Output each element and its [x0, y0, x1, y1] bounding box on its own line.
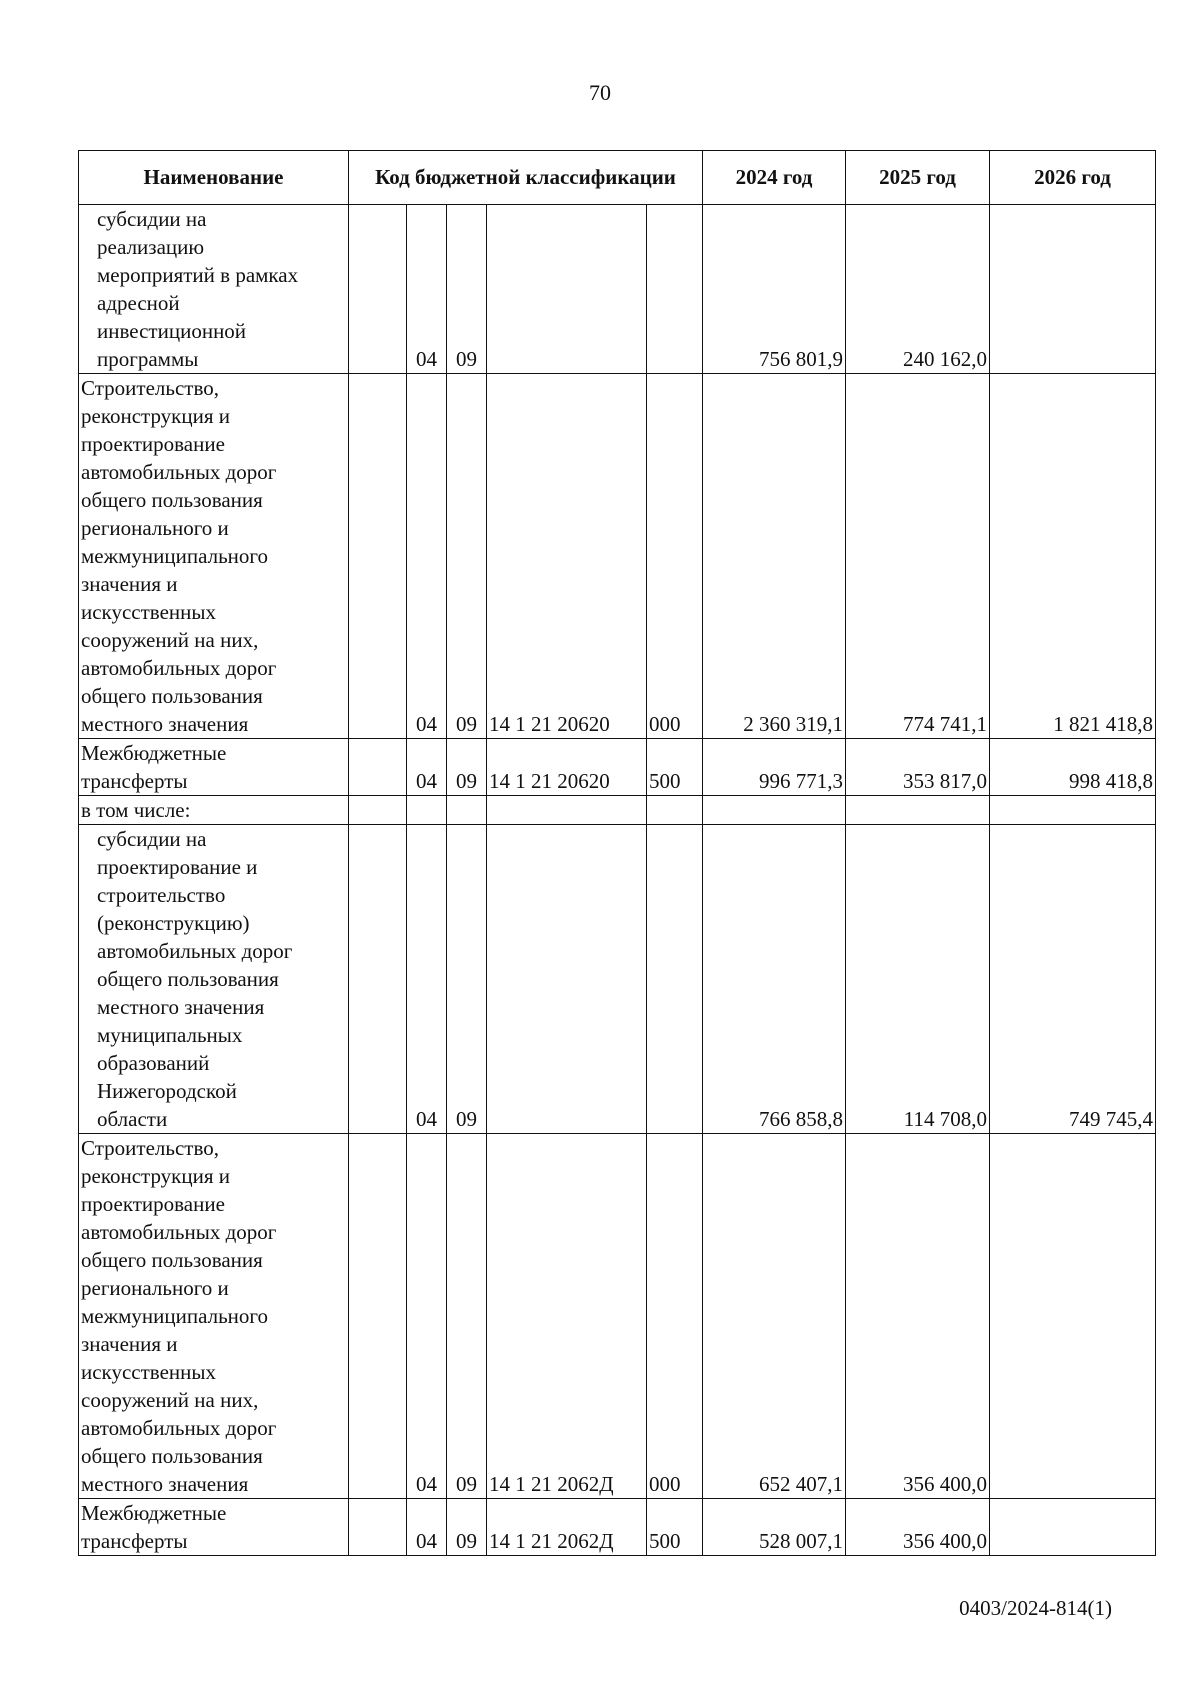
code-target-article: 14 1 21 2062Д	[487, 1499, 647, 1556]
code-subsection: 09	[447, 1499, 487, 1556]
header-2025: 2025 год	[846, 151, 990, 205]
value-2024: 996 771,3	[703, 739, 846, 796]
code-expense-type	[647, 205, 703, 374]
code-subsection: 09	[447, 1134, 487, 1499]
value-2026	[990, 1134, 1156, 1499]
code-target-article	[487, 825, 647, 1134]
value-2024: 756 801,9	[703, 205, 846, 374]
value-2025: 356 400,0	[846, 1134, 990, 1499]
table-header-row	[79, 151, 1156, 205]
code-section	[407, 796, 447, 825]
header-2026: 2026 год	[990, 151, 1156, 205]
value-2025: 240 162,0	[846, 205, 990, 374]
value-2025: 114 708,0	[846, 825, 990, 1134]
table-row	[79, 825, 1156, 1134]
code-section-empty	[349, 205, 407, 374]
code-subsection: 09	[447, 825, 487, 1134]
code-subsection: 09	[447, 205, 487, 374]
row-name: в том числе:	[79, 796, 349, 825]
code-subsection	[447, 796, 487, 825]
value-2026: 749 745,4	[990, 825, 1156, 1134]
table-row	[79, 374, 1156, 739]
table-row	[79, 796, 1156, 825]
code-target-article	[487, 205, 647, 374]
value-2024: 528 007,1	[703, 1499, 846, 1556]
code-expense-type: 000	[647, 1134, 703, 1499]
page-number: 70	[589, 80, 611, 105]
row-name: субсидии на проектирование и строительство (реконструкцию) автомобильных дорог общего пользования местного значения муниципальных образований Нижегородской области	[79, 825, 349, 1134]
code-section-empty	[349, 825, 407, 1134]
value-2025: 356 400,0	[846, 1499, 990, 1556]
row-name: субсидии на реализацию мероприятий в рамках адресной инвестиционной программы	[79, 205, 349, 374]
value-2025	[846, 796, 990, 825]
row-name: Межбюджетные трансферты	[79, 739, 349, 796]
code-subsection: 09	[447, 739, 487, 796]
value-2025: 774 741,1	[846, 374, 990, 739]
code-target-article: 14 1 21 2062Д	[487, 1134, 647, 1499]
value-2026: 1 821 418,8	[990, 374, 1156, 739]
code-expense-type	[647, 796, 703, 825]
code-section: 04	[407, 739, 447, 796]
code-section: 04	[407, 374, 447, 739]
document-code: 0403/2024-814(1)	[959, 1596, 1112, 1620]
header-budget-code: Код бюджетной классификации	[349, 151, 703, 205]
value-2026	[990, 1499, 1156, 1556]
code-target-article: 14 1 21 20620	[487, 739, 647, 796]
code-expense-type: 000	[647, 374, 703, 739]
code-expense-type: 500	[647, 739, 703, 796]
table-body	[79, 205, 1156, 1556]
code-section-empty	[349, 1134, 407, 1499]
code-section-empty	[349, 796, 407, 825]
header-name: Наименование	[79, 151, 349, 205]
table-row	[79, 739, 1156, 796]
code-section: 04	[407, 1134, 447, 1499]
value-2026	[990, 205, 1156, 374]
budget-table	[78, 150, 1156, 1556]
code-target-article	[487, 796, 647, 825]
code-section-empty	[349, 1499, 407, 1556]
row-name: Строительство, реконструкция и проектирование автомобильных дорог общего пользования регионального и межмуниципального значения и искусственных сооружений на них, автомобильных дорог общего пользования местного значения	[79, 1134, 349, 1499]
row-name: Межбюджетные трансферты	[79, 1499, 349, 1556]
code-section: 04	[407, 1499, 447, 1556]
code-target-article: 14 1 21 20620	[487, 374, 647, 739]
code-section: 04	[407, 825, 447, 1134]
value-2026: 998 418,8	[990, 739, 1156, 796]
code-subsection: 09	[447, 374, 487, 739]
table-row	[79, 1499, 1156, 1556]
code-section-empty	[349, 374, 407, 739]
value-2024: 2 360 319,1	[703, 374, 846, 739]
code-expense-type: 500	[647, 1499, 703, 1556]
code-expense-type	[647, 825, 703, 1134]
row-name: Строительство, реконструкция и проектирование автомобильных дорог общего пользования регионального и межмуниципального значения и искусственных сооружений на них, автомобильных дорог общего пользования местного значения	[79, 374, 349, 739]
value-2024: 766 858,8	[703, 825, 846, 1134]
table-row	[79, 1134, 1156, 1499]
table-row	[79, 205, 1156, 374]
value-2026	[990, 796, 1156, 825]
code-section-empty	[349, 739, 407, 796]
code-section: 04	[407, 205, 447, 374]
header-2024: 2024 год	[703, 151, 846, 205]
value-2025: 353 817,0	[846, 739, 990, 796]
value-2024: 652 407,1	[703, 1134, 846, 1499]
value-2024	[703, 796, 846, 825]
